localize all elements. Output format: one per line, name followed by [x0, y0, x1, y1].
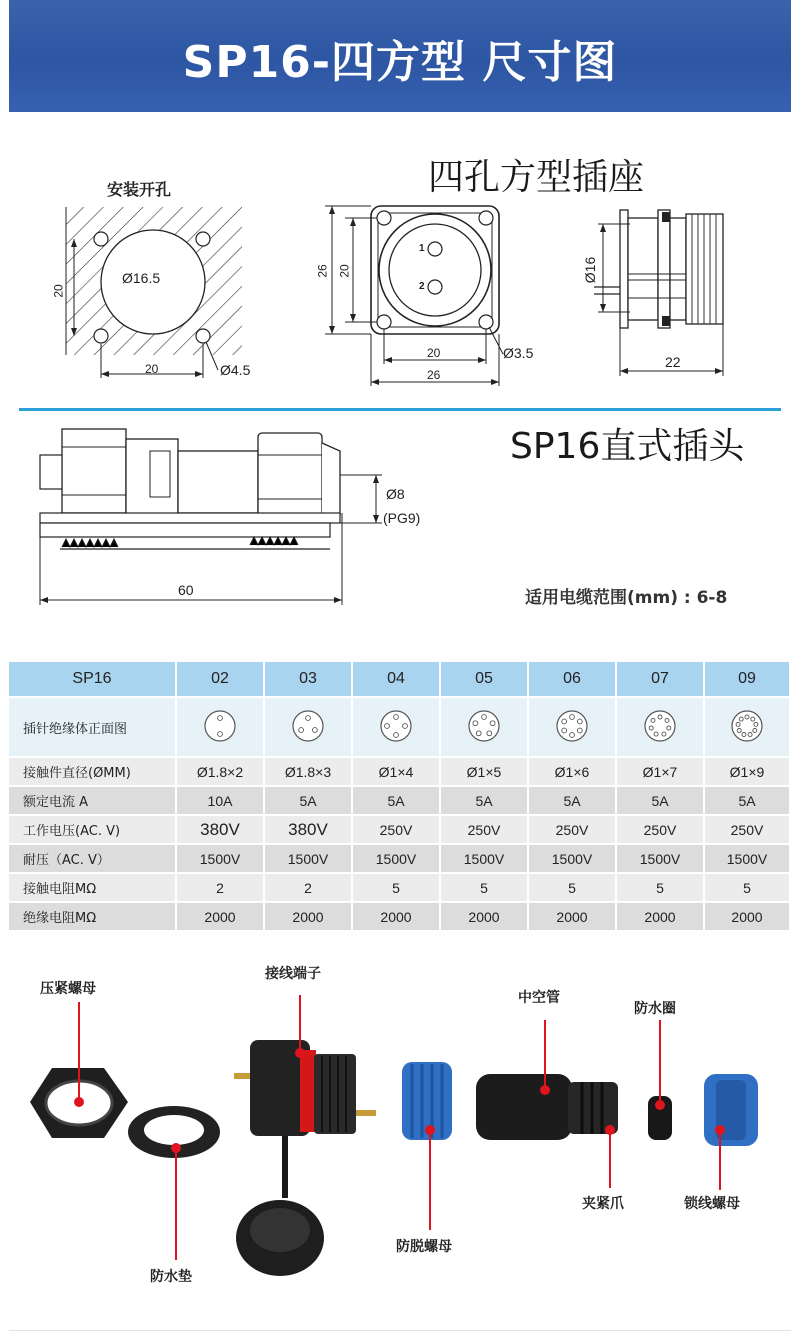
- table-cell: 5: [441, 874, 529, 903]
- table-cell: 2000: [265, 903, 353, 932]
- header-cell: 06: [529, 662, 617, 698]
- pin-layout-cell: [177, 698, 265, 758]
- table-cell: 5A: [441, 787, 529, 816]
- pin-layout-cell: [265, 698, 353, 758]
- table-cell: 1500V: [177, 845, 265, 874]
- table-cell: 5A: [617, 787, 705, 816]
- header-cell: 09: [705, 662, 791, 698]
- table-cell: 10A: [177, 787, 265, 816]
- table-cell: 5: [705, 874, 791, 903]
- table-cell: 5A: [353, 787, 441, 816]
- terminal-socket-icon: [234, 1040, 376, 1276]
- cutout-height-label: 20: [51, 284, 66, 298]
- table-cell: 1500V: [705, 845, 791, 874]
- table-row-contact-diameter: [9, 758, 791, 787]
- pin-layout-cell: [705, 698, 791, 758]
- table-cell: 1500V: [617, 845, 705, 874]
- socket-front-drawing: [325, 206, 503, 386]
- table-cell: 2: [177, 874, 265, 903]
- table-cell: 1500V: [529, 845, 617, 874]
- pin-layout-cell: [441, 698, 529, 758]
- lock-nut-icon: [704, 1074, 758, 1146]
- side-length-label: 22: [665, 354, 681, 370]
- row-label: 工作电压(AC. V): [9, 816, 177, 845]
- pin-1-label: 1: [419, 243, 425, 254]
- table-cell: 2000: [529, 903, 617, 932]
- table-row-contact-resistance: [9, 874, 791, 903]
- table-cell: 2000: [441, 903, 529, 932]
- plug-cable-pg: (PG9): [383, 510, 421, 526]
- row-label: 接触电阻MΩ: [9, 874, 177, 903]
- page-title: SP16-四方型 尺寸图: [182, 37, 618, 88]
- header-cell: 03: [265, 662, 353, 698]
- pin-layout-icon: [291, 709, 325, 743]
- socket-side-drawing: [594, 210, 723, 376]
- spec-table: [9, 662, 791, 932]
- pin-layout-icon: [643, 709, 677, 743]
- pin-layout-cell: [353, 698, 441, 758]
- title-banner: [9, 0, 791, 112]
- socket-inner-height-label: 20: [337, 264, 352, 278]
- table-cell: 1500V: [441, 845, 529, 874]
- cutout-label: 安装开孔: [107, 180, 172, 199]
- row-label: 接触件直径(ØMM): [9, 758, 177, 787]
- bottom-border: [9, 1330, 791, 1331]
- socket-title: 四孔方型插座: [428, 157, 645, 198]
- part-label-compression-nut: 压紧螺母: [40, 981, 96, 997]
- table-cell: 1500V: [353, 845, 441, 874]
- table-cell: 250V: [705, 816, 791, 845]
- cutout-hole-label: Ø4.5: [220, 362, 251, 378]
- table-cell: 5A: [529, 787, 617, 816]
- table-cell: Ø1×4: [353, 758, 441, 787]
- pin-layout-cell: [617, 698, 705, 758]
- section-divider: [19, 408, 781, 411]
- table-cell: 5: [529, 874, 617, 903]
- table-cell: 5A: [265, 787, 353, 816]
- plug-title: SP16直式插头: [510, 426, 745, 467]
- table-cell: Ø1×9: [705, 758, 791, 787]
- row-label: 插针绝缘体正面图: [9, 698, 177, 758]
- table-row-withstand-voltage: [9, 845, 791, 874]
- part-label-waterproof-ring: 防水圈: [634, 1001, 676, 1017]
- part-label-lock-nut: 锁线螺母: [684, 1196, 740, 1212]
- hollow-tube-icon: [476, 1074, 618, 1140]
- table-cell: 5A: [705, 787, 791, 816]
- table-cell: 2000: [177, 903, 265, 932]
- cutout-dia-label: Ø16.5: [122, 270, 161, 286]
- pin-layout-cell: [529, 698, 617, 758]
- header-cell: SP16: [9, 662, 177, 698]
- pin-layout-icon: [555, 709, 589, 743]
- table-row-insulation-resistance: [9, 903, 791, 932]
- pin-layout-icon: [467, 709, 501, 743]
- table-cell: 250V: [617, 816, 705, 845]
- pin-layout-icon: [379, 709, 413, 743]
- table-row-rated-current: [9, 787, 791, 816]
- pin-layout-icon: [203, 709, 237, 743]
- socket-outer-width-label: 26: [427, 368, 441, 382]
- table-cell: 250V: [353, 816, 441, 845]
- table-cell: 2000: [617, 903, 705, 932]
- part-label-clamp: 夹紧爪: [582, 1196, 624, 1212]
- side-dia-label: Ø16: [582, 256, 599, 284]
- header-cell: 02: [177, 662, 265, 698]
- part-label-terminal: 接线端子: [265, 966, 321, 982]
- part-label-hollow-tube: 中空管: [518, 990, 560, 1006]
- pin-2-label: 2: [419, 281, 425, 292]
- cutout-width-label: 20: [145, 362, 159, 376]
- row-label: 额定电流 A: [9, 787, 177, 816]
- socket-outer-height-label: 26: [315, 264, 330, 278]
- pin-layout-icon: [730, 709, 764, 743]
- row-label: 耐压（AC. V）: [9, 845, 177, 874]
- part-label-anti-loose-nut: 防脱螺母: [396, 1239, 452, 1255]
- table-cell: 380V: [177, 816, 265, 845]
- table-cell: 5: [353, 874, 441, 903]
- socket-inner-width-label: 20: [427, 346, 441, 360]
- table-cell: 250V: [441, 816, 529, 845]
- header-cell: 04: [353, 662, 441, 698]
- table-cell: Ø1×7: [617, 758, 705, 787]
- table-cell: 2000: [353, 903, 441, 932]
- cutout-drawing: [66, 207, 242, 378]
- table-cell: 5: [617, 874, 705, 903]
- table-header-row: [9, 662, 791, 698]
- table-cell: Ø1.8×2: [177, 758, 265, 787]
- part-label-gasket: 防水垫: [150, 1269, 192, 1285]
- row-label: 绝缘电阻MΩ: [9, 903, 177, 932]
- table-cell: Ø1.8×3: [265, 758, 353, 787]
- table-cell: 2: [265, 874, 353, 903]
- header-cell: 07: [617, 662, 705, 698]
- table-row-pin-layout: [9, 698, 791, 758]
- table-cell: 250V: [529, 816, 617, 845]
- parts-illustration: [0, 950, 800, 1330]
- table-cell: Ø1×6: [529, 758, 617, 787]
- header-cell: 05: [441, 662, 529, 698]
- table-cell: 380V: [265, 816, 353, 845]
- plug-cable-dia: Ø8: [386, 486, 405, 502]
- plug-length-label: 60: [178, 582, 194, 598]
- table-cell: 2000: [705, 903, 791, 932]
- socket-hole-label: Ø3.5: [503, 345, 534, 361]
- table-row-working-voltage: [9, 816, 791, 845]
- table-cell: Ø1×5: [441, 758, 529, 787]
- table-cell: 1500V: [265, 845, 353, 874]
- cable-range-label: 适用电缆范围(mm) : 6-8: [525, 588, 728, 608]
